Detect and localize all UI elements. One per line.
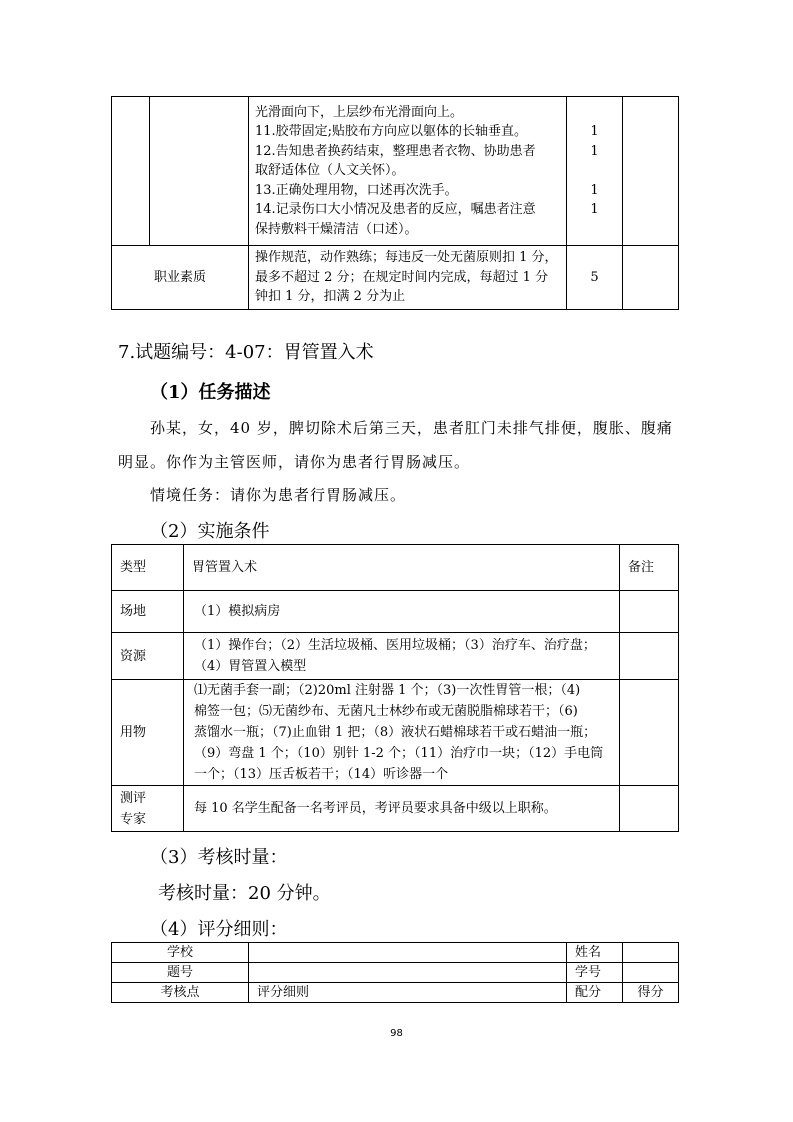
row-line: （1）模拟病房	[194, 604, 281, 619]
row-line: （4）胃管置入模型	[194, 659, 307, 674]
earned-score-cell	[623, 97, 679, 246]
row-type	[112, 786, 184, 832]
row-type: 资源	[112, 633, 184, 680]
name-value	[623, 943, 679, 963]
points-value	[567, 161, 622, 181]
school-label: 学校	[112, 943, 249, 963]
criteria-line: 操作规范，动作熟练；每违反一处无菌原则扣 1 分，	[255, 250, 558, 266]
row-content	[184, 591, 620, 633]
scoring-table-continued	[111, 96, 679, 310]
page-number: 98	[390, 1028, 403, 1039]
points-value	[567, 103, 622, 123]
question-no-value	[249, 963, 567, 983]
points-value: 1	[590, 182, 599, 198]
conditions-heading: （2）实施条件	[150, 521, 270, 542]
criteria-line: 12.告知患者换药结束，整理患者衣物、协助患者	[255, 143, 536, 159]
row-content	[184, 786, 620, 832]
exam-time-text: 考核时量：20 分钟。	[158, 883, 331, 904]
row-line: 蒸馏水一瓶；（7)止血钳 1 把；（8）液状石蜡棉球若干或石蜡油一瓶；	[194, 725, 597, 740]
row-note	[620, 786, 679, 832]
exam-time-heading: （3）考核时量：	[150, 847, 288, 868]
criteria-line: 11.胶带固定;贴胶布方向应以躯体的长轴垂直。	[255, 124, 528, 140]
row-note	[620, 680, 679, 786]
row-line: ⑴无菌手套一副；（2)20ml 注射器 1 个；（3)一次性胃管一根；（4)	[194, 683, 581, 698]
scenario-text: 情境任务：请你为患者行胃肠减压。	[150, 486, 407, 504]
row-content	[184, 633, 620, 680]
points-value: 1	[590, 202, 599, 218]
points-value: 1	[590, 124, 599, 140]
score-header: 得分	[623, 983, 679, 1003]
points-value	[567, 220, 622, 240]
criteria-line: 光滑面向下，上层纱布光滑面向上。	[255, 104, 464, 120]
row-type-line: 专家	[120, 811, 147, 827]
task-heading: （1）任务描述	[150, 382, 271, 403]
earned-score-cell	[623, 246, 679, 310]
header-type: 类型	[112, 545, 184, 591]
row-line: （1）操作台；（2）生活垃圾桶、医用垃圾桶；（3）治疗车、治疗盘；	[194, 638, 596, 653]
row-line: （9）弯盘 1 个；（10）别针 1-2 个；（11）治疗巾一块；（12）手电筒	[194, 746, 604, 761]
task-text-line: 明显。你作为主管医师，请你为患者行胃肠减压。	[118, 453, 471, 471]
row-line: 一个；（13）压舌板若干；（14）听诊器一个	[194, 767, 449, 782]
criteria-line: 最多不超过 2 分；在规定时间内完成，每超过 1 分	[255, 269, 549, 285]
points-cell	[567, 97, 623, 246]
points-header: 配分	[567, 983, 623, 1003]
row-line: 每 10 名学生配备一名考评员，考评员要求具备中级以上职称。	[194, 801, 557, 816]
exam-point-header: 考核点	[112, 983, 249, 1003]
row-type: 场地	[112, 591, 184, 633]
header-note: 备注	[620, 545, 679, 591]
row-type: 用物	[112, 680, 184, 786]
score-header-table	[111, 942, 679, 1003]
points-value: 1	[590, 143, 599, 159]
row-type-line: 测评	[120, 790, 147, 806]
professional-label: 职业素质	[112, 246, 249, 310]
criteria-cell	[249, 97, 567, 246]
row-content	[184, 680, 620, 786]
scoring-heading: （4）评分细则：	[150, 919, 288, 940]
conditions-table	[111, 544, 679, 832]
student-no-value	[623, 963, 679, 983]
school-value	[249, 943, 567, 963]
name-label: 姓名	[567, 943, 623, 963]
criteria-line: 保持敷料干燥清洁（口述）。	[255, 221, 418, 237]
student-no-label: 学号	[567, 963, 623, 983]
question-no-label: 题号	[112, 963, 249, 983]
exam-point-cell	[112, 97, 150, 246]
question-title: 7.试题编号：4-07：胃管置入术	[118, 342, 374, 363]
criteria-line: 钟扣 1 分，扣满 2 分为止	[255, 289, 406, 305]
professional-criteria	[249, 246, 567, 310]
row-note	[620, 633, 679, 680]
criteria-header: 评分细则	[249, 983, 567, 1003]
professional-points: 5	[567, 246, 623, 310]
row-note	[620, 591, 679, 633]
sub-point-cell	[150, 97, 249, 246]
header-item: 胃管置入术	[184, 545, 620, 591]
criteria-line: 取舒适体位（人文关怀）。	[255, 163, 405, 179]
row-line: 棉签一包；⑸无菌纱布、无菌凡士林纱布或无菌脱脂棉球若干；（6)	[194, 704, 578, 719]
criteria-line: 14.记录伤口大小情况及患者的反应，嘱患者注意	[255, 202, 536, 218]
criteria-line: 13.正确处理用物，口述再次洗手。	[255, 182, 458, 198]
task-text-line: 孙某，女，40 岁，脾切除术后第三天，患者肛门未排气排便，腹胀、腹痛	[150, 419, 673, 437]
